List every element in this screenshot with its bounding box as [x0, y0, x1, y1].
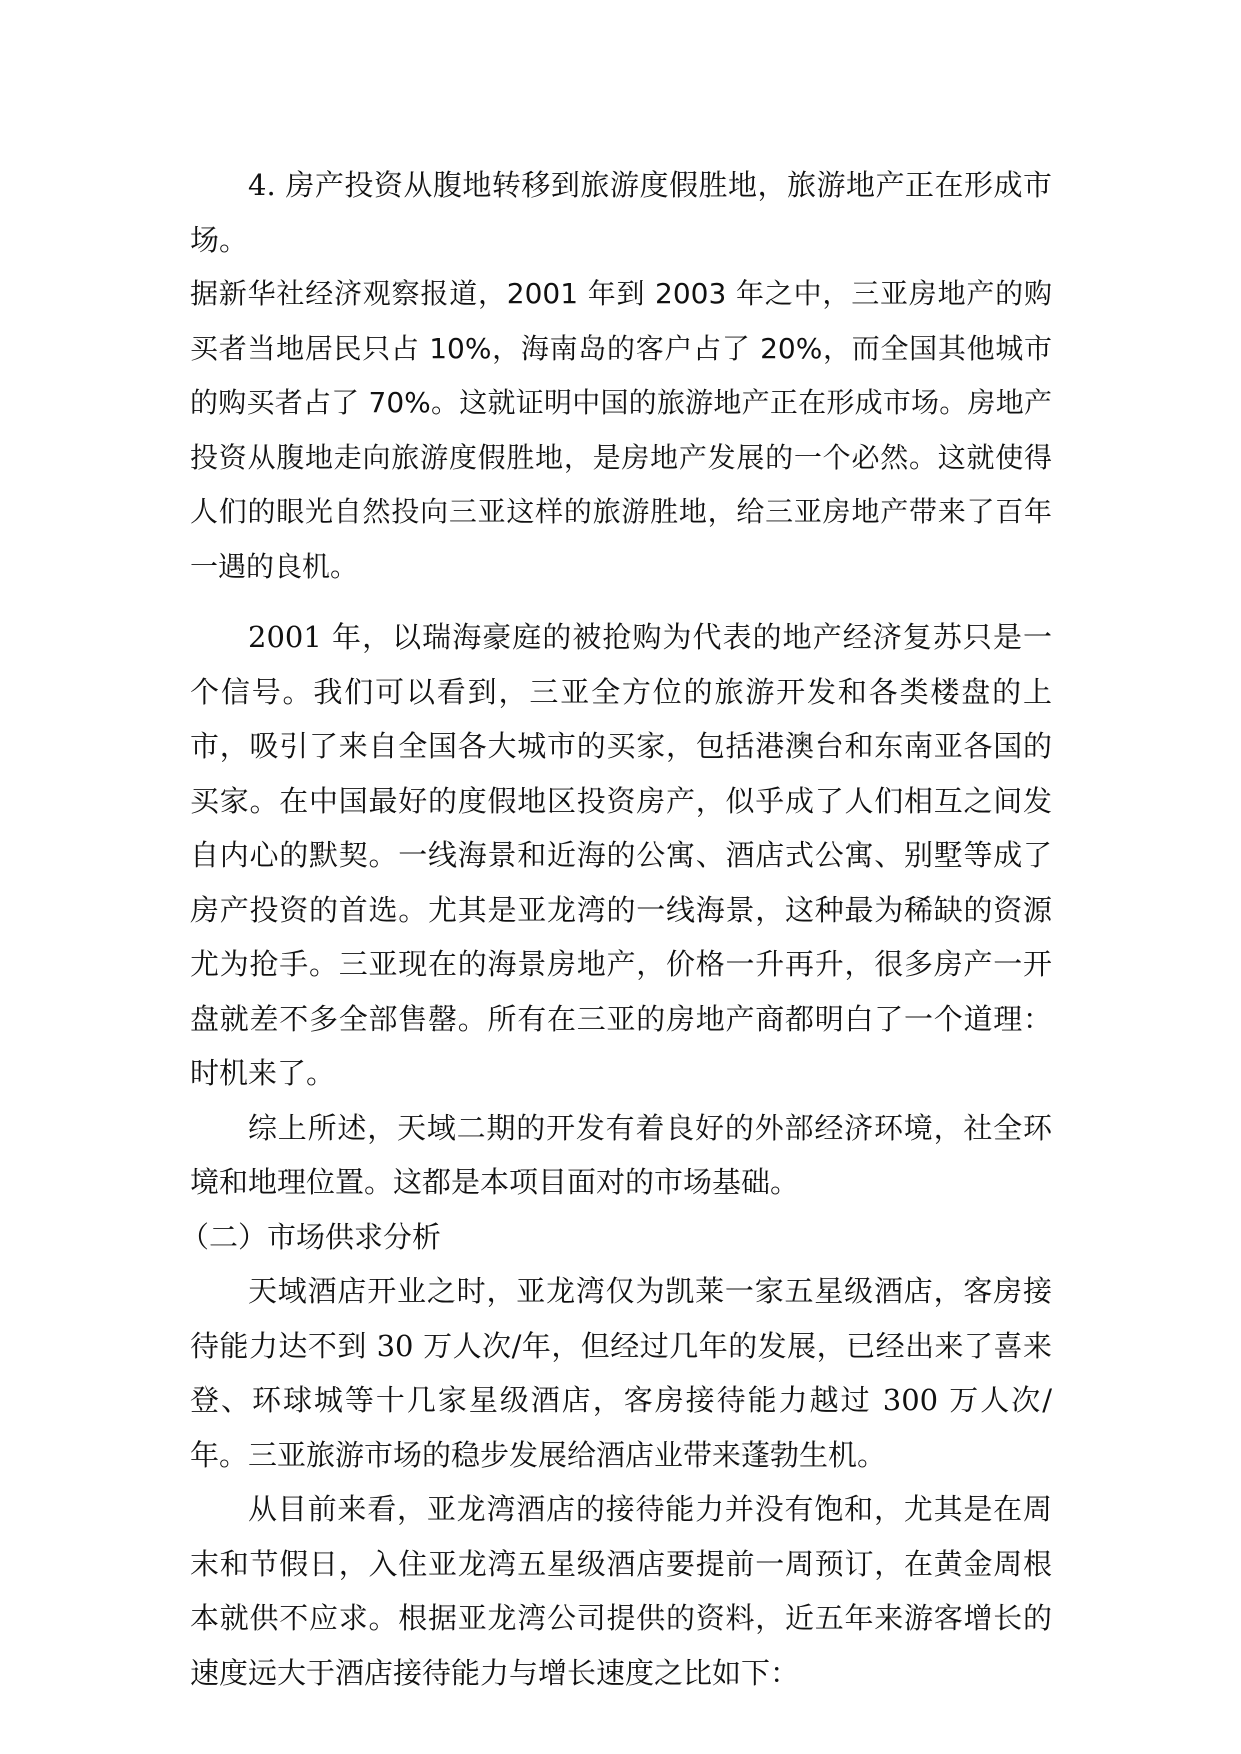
- paragraph-current-demand: 从目前来看，亚龙湾酒店的接待能力并没有饱和，尤其是在周末和节假日，入住亚龙湾五星级酒店要提前一周预订，在黄金周根本就供不应求。根据亚龙湾公司提供的资料，近五年来游客增长的速度远大于酒店接待能力与增长速度之比如下：: [190, 1492, 1052, 1690]
- paragraph-point-4-heading: 4. 房产投资从腹地转移到旅游度假胜地，旅游地产正在形成市场。: [190, 168, 1052, 257]
- paragraph-hotel-capacity: 天域酒店开业之时，亚龙湾仅为凯莱一家五星级酒店，客房接待能力达不到 30 万人次/年，但经过几年的发展，已经出来了喜来登、环球城等十几家星级酒店，客房接待能力越过 300 万人次/年。三亚旅游市场的稳步发展给酒店业带来蓬勃生机。: [190, 1274, 1052, 1472]
- section-heading-supply-demand: （二）市场供求分析: [180, 1219, 442, 1254]
- paragraph-market-recovery: 2001 年，以瑞海豪庭的被抢购为代表的地产经济复苏只是一个信号。我们可以看到，三亚全方位的旅游开发和各类楼盘的上市，吸引了来自全国各大城市的买家，包括港澳台和东南亚各国的买家。在中国最好的度假地区投资房产，似乎成了人们相互之间发自内心的默契。一线海景和近海的公寓、酒店式公寓、别墅等成了房产投资的首选。尤其是亚龙湾的一线海景，这种最为稀缺的资源尤为抢手。三亚现在的海景房地产，价格一升再升，很多房产一开盘就差不多全部售罄。所有在三亚的房地产商都明白了一个道理：时机来了。: [190, 620, 1052, 1090]
- paragraph-summary: 综上所述，天域二期的开发有着良好的外部经济环境，社全环境和地理位置。这都是本项目面对的市场基础。: [190, 1110, 1052, 1199]
- paragraph-news-report: 据新华社经济观察报道，2001 年到 2003 年之中，三亚房地产的购买者当地居民只占 10%，海南岛的客户占了 20%，而全国其他城市的购买者占了 70%。这就证明中国的旅游地产正在形成市场。房地产投资从腹地走向旅游度假胜地，是房地产发展的一个必然。这就使得人们的眼光自然投向三亚这样的旅游胜地，给三亚房地产带来了百年一遇的良机。: [190, 277, 1052, 583]
- document-body: [180, 158, 1052, 1700]
